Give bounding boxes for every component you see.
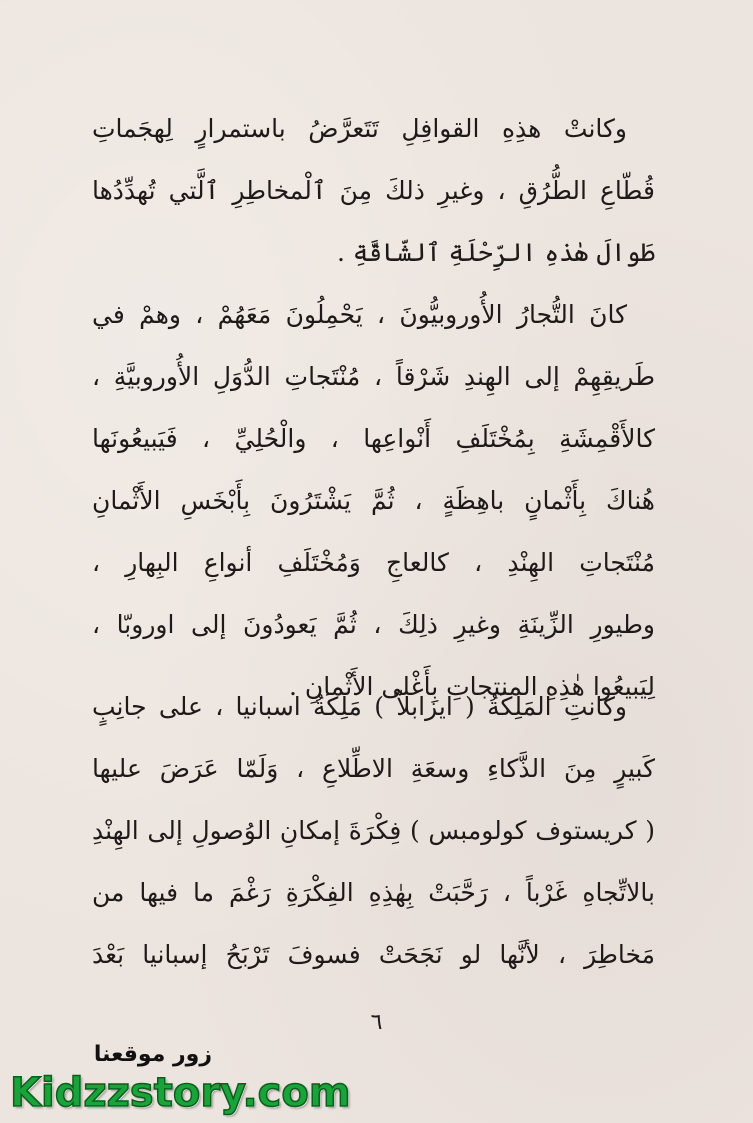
text-line: وكانتْ هذِهِ القوافِلِ تَتَعرَّضُ باستمرارٍ لِهجَماتِ (92, 114, 627, 143)
text-line: كانَ التُّجارُ الأُوروبيُّونَ ، يَحْمِلُونَ مَعَهُمْ ، وهمْ في (92, 300, 627, 329)
text-line: مَخاطِرَ ، لأنَّها لو نَجَحَتْ فسوفَ تَرْبَحُ إسبانيا بَعْدَ (92, 940, 655, 969)
text-line: كَبيرٍ مِنَ الذَّكاءِ وسعَةِ الاطِّلاعِ ، وَلَمّا عَرَضَ عليها (92, 754, 655, 783)
text-line: ( كريستوف كولومبس ) فِكْرَةَ إمكانِ الوُصولِ إلى الهِنْدِ (92, 816, 655, 845)
text-line: مُنْتَجاتِ الهِنْدِ ، كالعاجِ وَمُخْتَلَفِ أنواعِ البِهارِ ، (92, 548, 655, 577)
text-line: كالأَقْمِشَةِ بِمُخْتَلَفِ أَنْواعِها ، والْحُلِيِّ ، فَيَبيعُونَها (92, 424, 655, 453)
text-line: قُطّاعِ الطُّرُقِ ، وغيرِ ذلكَ مِنَ ٱلْمخاطِرِ ٱلَّتي تُهدِّدُها (92, 176, 655, 205)
watermark-arabic-text: زور موقعنا (93, 1042, 212, 1067)
paragraph-3 (92, 676, 655, 986)
text-line: طَريقِهِمْ إلى الهِندِ شَرْقاً ، مُنْتَجاتِ الدُّوَلِ الأُوروبيَّةِ ، (92, 362, 655, 391)
paragraph-2 (92, 284, 655, 718)
paragraph-1 (92, 98, 655, 284)
text-line: هُناكَ بِأَثْمانٍ باهِظَةٍ ، ثُمَّ يَشْتَرُونَ بِأَبْخَسِ الأَثْمانِ (92, 486, 655, 515)
text-line: طَوالَ هٰذهِ الرِّحْلَةِ ٱلشّاقَّةِ . (336, 238, 655, 267)
site-watermark[interactable] (10, 1040, 351, 1120)
text-line: وكانتِ المَلِكَةُ ( ايزابلاّ ) مَلِكَةُ اسبانيا ، على جانِبٍ (92, 692, 627, 721)
page-number: ٦ (370, 1010, 383, 1035)
text-line: لِيَبيعُوا هٰذِهِ المنتجاتِ بِأَغْلى الأَثْمانِ . (288, 672, 655, 701)
watermark-site-name[interactable]: Kidzzstory.com (10, 1070, 351, 1116)
text-line: بالاتِّجاهِ غَرْباً ، رَحَّبَتْ بِهٰذِهِ الفِكْرَةِ رَغْمَ ما فيها من (92, 878, 655, 907)
text-line: وطيورِ الزِّينَةِ وغيرِ ذلِكَ ، ثُمَّ يَعودُونَ إلى اوروبّا ، (92, 610, 655, 639)
